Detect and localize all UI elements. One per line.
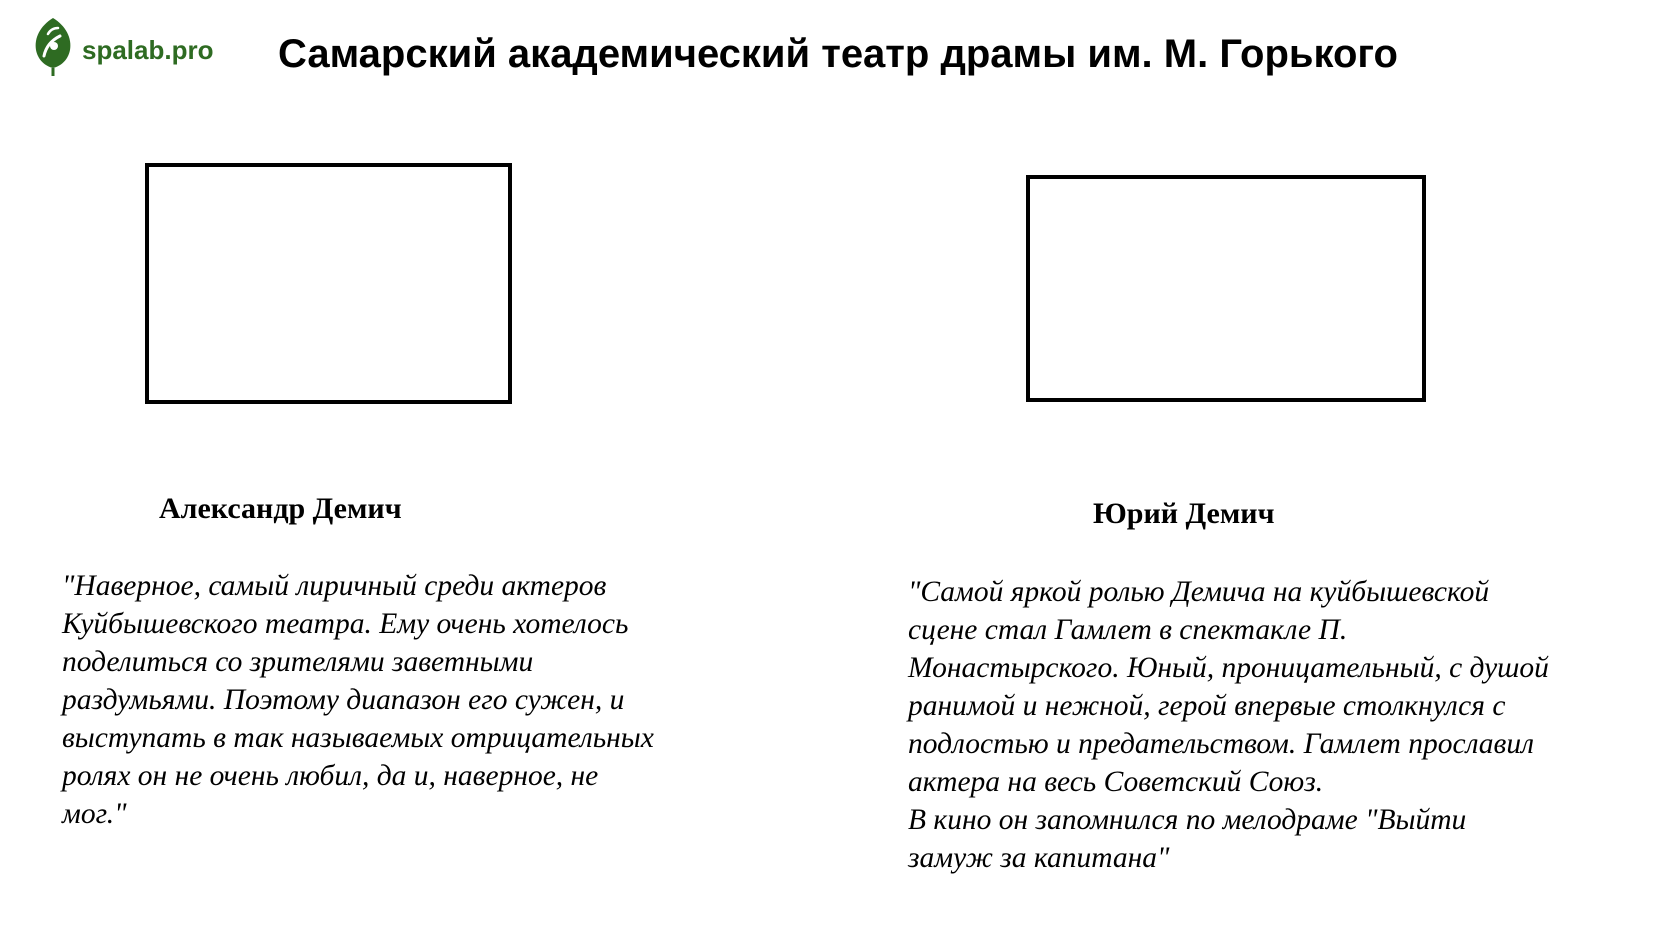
photo-placeholder-yuri: [1026, 175, 1426, 402]
quote-alexander: "Наверное, самый лиричный среди актеров Куйбышевского театра. Ему очень хотелось поделиться со зрителями заветными раздумьями. Поэтому диапазон его сужен, и выступать в так называемых отрицательных ролях он не очень любил, да и, наверное, не мог.": [62, 570, 654, 830]
logo-text: spalab.pro: [82, 34, 214, 65]
actor-name-alexander: Александр Демич: [159, 492, 402, 525]
actor-name-yuri: Юрий Демич: [1093, 497, 1275, 530]
leaf-icon: [30, 16, 76, 76]
photo-placeholder-alexander: [145, 163, 512, 404]
quote-yuri: "Самой яркой ролью Демича на куйбышевской сцене стал Гамлет в спектакле П. Монастырского. Юный, проницательный, с душой ранимой и нежной, герой впервые столкнулся с подлостью и предательством. Гамлет прославил актера на весь Советский Союз. В кино он запомнился по мелодраме "Выйти замуж за капитана": [908, 576, 1549, 874]
page-title: Самарский академический театр драмы им. М. Горького: [278, 32, 1398, 76]
logo: [30, 16, 213, 76]
